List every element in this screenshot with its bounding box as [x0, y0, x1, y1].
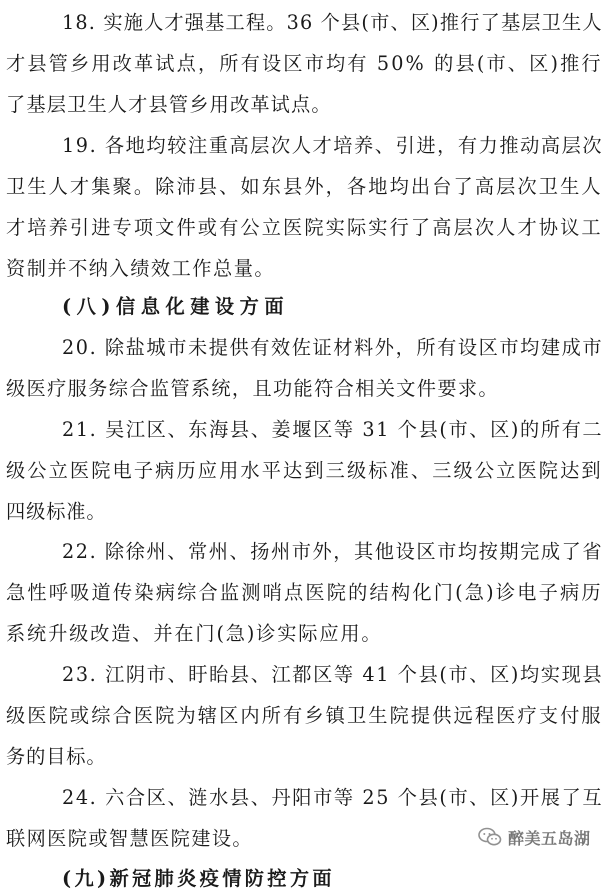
line-text: 系统升级改造、并在门(急)诊实际应用。	[6, 622, 383, 645]
line-text: 级公立医院电子病历应用水平达到三级标准、三级公立医院达到	[6, 459, 603, 482]
paragraph-line	[0, 619, 611, 649]
paragraph-line	[0, 742, 611, 772]
line-text: 18. 实施人才强基工程。36 个县(市、区)推行了基层卫生人	[62, 11, 603, 34]
paragraph-line	[0, 374, 611, 404]
line-text: 22. 除徐州、常州、扬州市外，其他设区市均按期完成了省	[62, 540, 604, 563]
wechat-icon	[478, 827, 502, 847]
paragraph-line	[0, 213, 611, 243]
line-text: (八)信息化建设方面	[62, 295, 290, 318]
paragraph-line	[0, 456, 611, 486]
paragraph-line	[0, 49, 611, 79]
paragraph-line	[0, 254, 611, 284]
paragraph-line	[0, 172, 611, 202]
paragraph-line	[0, 497, 611, 527]
line-text: 联网医院或智慧医院建设。	[6, 827, 253, 850]
paragraph-line	[0, 415, 611, 445]
line-text: 23. 江阴市、盱眙县、江都区等 41 个县(市、区)均实现县	[62, 663, 604, 686]
line-text: 19. 各地均较注重高层次人才培养、引进，有力推动高层次	[62, 134, 604, 157]
line-text: 卫生人才集聚。除沛县、如东县外，各地均出台了高层次卫生人	[6, 175, 603, 198]
line-text: 21. 吴江区、东海县、姜堰区等 31 个县(市、区)的所有二	[62, 418, 604, 441]
paragraph-line	[0, 8, 611, 38]
line-text: 务的目标。	[6, 745, 107, 768]
line-text: 20. 除盐城市未提供有效佐证材料外，所有设区市均建成市	[62, 336, 604, 359]
paragraph-line	[0, 783, 611, 813]
paragraph-line	[0, 333, 611, 363]
paragraph-line	[0, 90, 611, 120]
paragraph-line	[0, 578, 611, 608]
line-text: 才培养引进专项文件或有公立医院实际实行了高层次人才协议工	[6, 216, 603, 239]
line-text: 级医疗服务综合监管系统，且功能符合相关文件要求。	[6, 377, 499, 400]
paragraph-line	[0, 537, 611, 567]
paragraph-line	[0, 660, 611, 690]
line-text: 资制并不纳入绩效工作总量。	[6, 257, 276, 280]
line-text: 急性呼吸道传染病综合监测哨点医院的结构化门(急)诊电子病历	[6, 581, 603, 604]
line-text: 24. 六合区、涟水县、丹阳市等 25 个县(市、区)开展了互	[62, 786, 604, 809]
line-text: 才县管乡用改革试点，所有设区市均有 50% 的县(市、区)推行	[6, 52, 603, 75]
watermark-text: 醉美五岛湖	[508, 828, 591, 848]
section-heading	[0, 864, 611, 894]
paragraph-line	[0, 131, 611, 161]
section-heading	[0, 292, 611, 322]
line-text: (九)新冠肺炎疫情防控方面	[62, 867, 335, 890]
paragraph-line	[0, 701, 611, 731]
line-text: 级医院或综合医院为辖区内所有乡镇卫生院提供远程医疗支付服	[6, 704, 603, 727]
line-text: 了基层卫生人才县管乡用改革试点。	[6, 93, 332, 116]
line-text: 四级标准。	[6, 500, 107, 523]
watermark	[478, 822, 591, 852]
